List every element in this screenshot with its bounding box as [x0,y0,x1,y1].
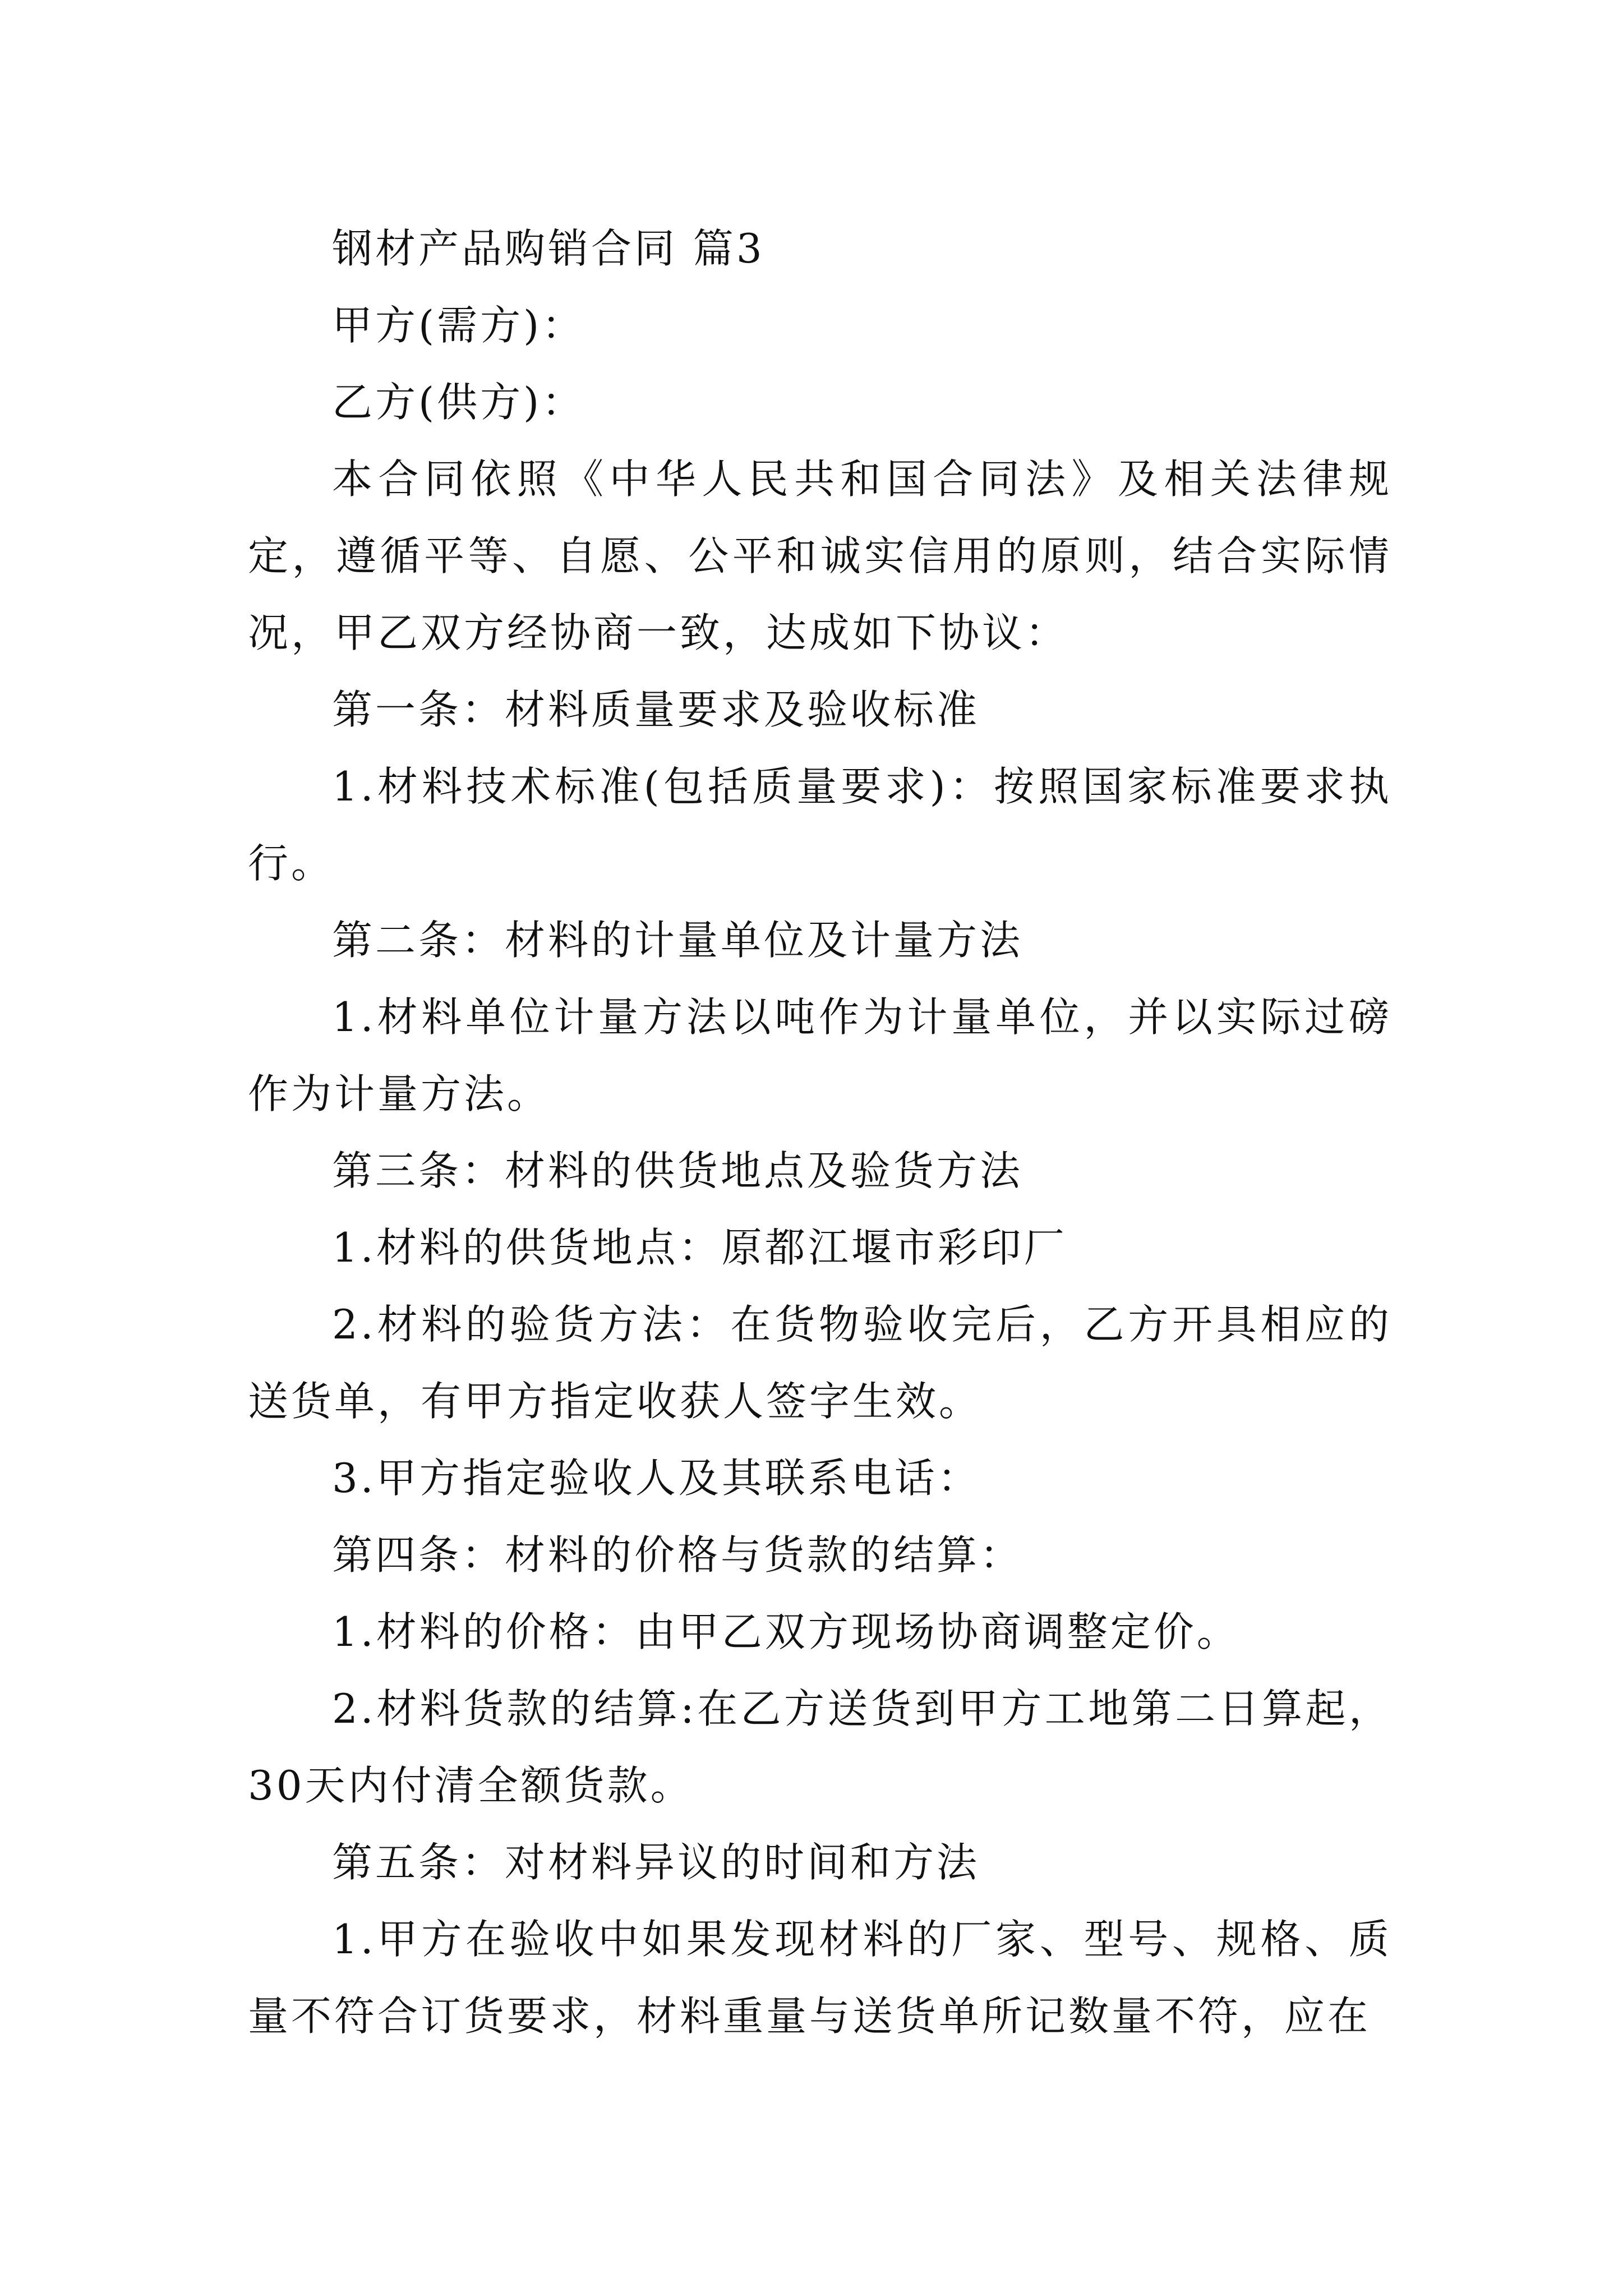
article-2-heading: 第二条：材料的计量单位及计量方法 [332,917,1023,964]
article-1-clause-1: 1.材料技术标准(包括质量要求)：按照国家标准要求执行。 [248,763,1392,887]
article-2-clause-1: 1.材料单位计量方法以吨作为计量单位，并以实际过磅作为计量方法。 [248,993,1392,1117]
article-1-heading: 第一条：材料质量要求及验收标准 [332,686,980,733]
article-5-clause-1: 1.甲方在验收中如果发现材料的厂家、型号、规格、质量不符合订货要求，材料重量与送货单所记数量不符，应在 [248,1916,1392,2040]
party-b-line: 乙方(供方)： [332,379,585,426]
party-a-line: 甲方(需方)： [332,302,585,349]
article-4-clause-1: 1.材料的价格：由甲乙双方现场协商调整定价。 [332,1608,1240,1655]
article-5-heading: 第五条：对材料异议的时间和方法 [332,1839,980,1886]
article-3-clause-2: 2.材料的验货方法：在货物验收完后，乙方开具相应的送货单，有甲方指定收获人签字生效。 [248,1301,1392,1425]
article-3-clause-3: 3.甲方指定验收人及其联系电话： [332,1455,981,1502]
contract-title: 钢材产品购销合同 篇3 [332,225,765,272]
preamble-paragraph: 本合同依照《中华人民共和国合同法》及相关法律规定，遵循平等、自愿、公平和诚实信用的原则，结合实际情况，甲乙双方经协商一致，达成如下协议： [248,455,1392,656]
article-3-clause-1: 1.材料的供货地点：原都江堰市彩印厂 [332,1224,1067,1271]
article-3-heading: 第三条：材料的供货地点及验货方法 [332,1147,1023,1194]
article-4-clause-2: 2.材料货款的结算:在乙方送货到甲方工地第二日算起，30天内付清全额货款。 [248,1685,1392,1809]
article-4-heading: 第四条：材料的价格与货款的结算： [332,1531,1023,1579]
contract-body [248,210,1392,2055]
